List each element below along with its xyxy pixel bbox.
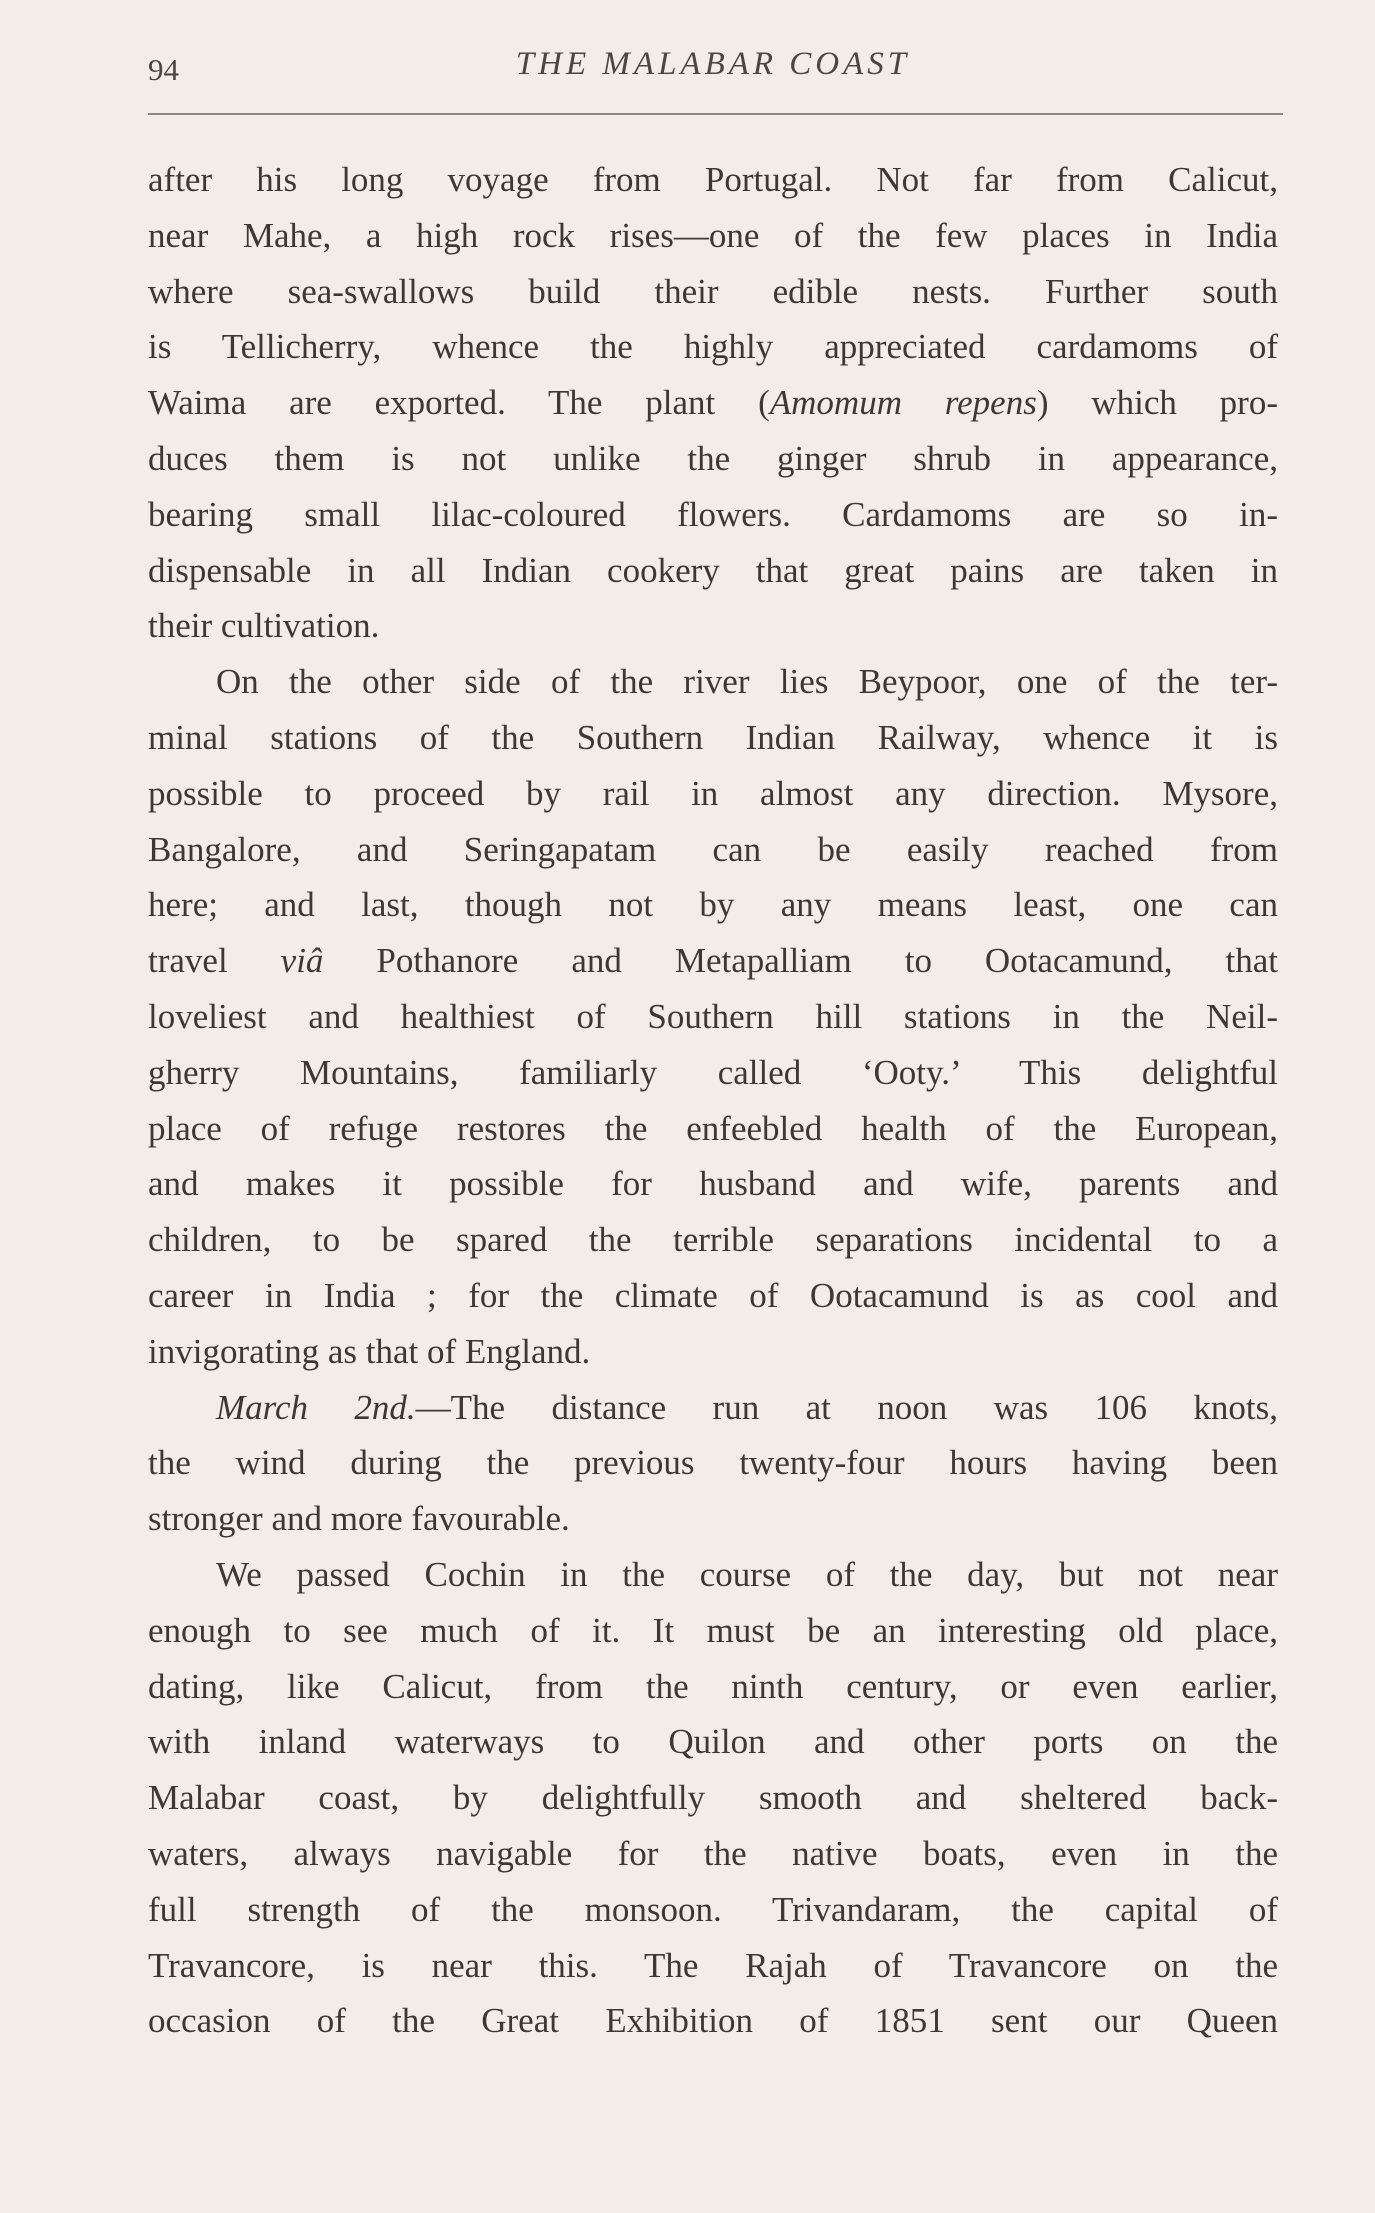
- text-line: minal stations of the Southern Indian Railway, whence it is: [148, 717, 1278, 757]
- text-run: ) which pro-: [1036, 383, 1278, 423]
- text-line: dispensable in all Indian cookery that great pains are taken in: [148, 550, 1278, 590]
- text-run: Pothanore and Metapalliam to Ootacamund, that: [323, 941, 1278, 981]
- text-line: stronger and more favourable.: [148, 1499, 570, 1539]
- italic-date: March 2nd.: [216, 1387, 416, 1427]
- text-line: and makes it possible for husband and wife, parents and: [148, 1164, 1278, 1204]
- text-line: after his long voyage from Portugal. Not far from Calicut,: [148, 160, 1278, 199]
- text-line: Malabar coast, by delightfully smooth and sheltered back-: [148, 1778, 1278, 1818]
- text-line: [148, 375, 1278, 431]
- text-line: their cultivation.: [148, 606, 380, 646]
- text-line: where sea-swallows build their edible nests. Further south: [148, 271, 1278, 311]
- italic-botanical-name: Amomum repens: [769, 383, 1037, 423]
- text-line: place of refuge restores the enfeebled health of the European,: [148, 1108, 1278, 1148]
- text-line: with inland waterways to Quilon and other ports on the: [148, 1722, 1278, 1762]
- text-line: dating, like Calicut, from the ninth century, or even earlier,: [148, 1666, 1278, 1706]
- text-line: occasion of the Great Exhibition of 1851 sent our Queen: [148, 2001, 1278, 2041]
- text-line: full strength of the monsoon. Trivandaram, the capital of: [148, 1889, 1278, 1929]
- body-text: [148, 152, 1278, 2049]
- text-run: travel: [148, 941, 281, 981]
- text-line: duces them is not unlike the ginger shrub in appearance,: [148, 438, 1278, 478]
- text-line: We passed Cochin in the course of the day, but not near: [216, 1554, 1278, 1594]
- text-line: On the other side of the river lies Beypoor, one of the ter-: [216, 662, 1278, 702]
- text-line: the wind during the previous twenty-four hours having been: [148, 1443, 1278, 1483]
- text-line: waters, always navigable for the native boats, even in the: [148, 1833, 1278, 1873]
- text-run: —The distance run at noon was 106 knots,: [415, 1387, 1279, 1427]
- italic-word: viâ: [280, 941, 324, 981]
- text-line: Bangalore, and Seringapatam can be easily reached from: [148, 829, 1278, 869]
- text-line: gherry Mountains, familiarly called ‘Ooty.’ This delightful: [148, 1052, 1278, 1092]
- text-line: possible to proceed by rail in almost any direction. Mysore,: [148, 773, 1278, 813]
- text-line: Travancore, is near this. The Rajah of Travancore on the: [148, 1945, 1278, 1985]
- running-head: [148, 46, 1278, 96]
- text-line: [148, 1380, 1278, 1436]
- text-line: here; and last, though not by any means least, one can: [148, 885, 1278, 925]
- page-number: 94: [148, 52, 179, 87]
- header-rule: [148, 113, 1283, 115]
- text-line: near Mahe, a high rock rises—one of the few places in India: [148, 215, 1278, 255]
- text-run: Waima are exported. The plant (: [148, 383, 770, 423]
- text-line: children, to be spared the terrible separations incidental to a: [148, 1220, 1278, 1260]
- text-line: invigorating as that of England.: [148, 1331, 591, 1371]
- text-line: bearing small lilac-coloured flowers. Cardamoms are so in-: [148, 494, 1278, 534]
- text-line: is Tellicherry, whence the highly appreciated cardamoms of: [148, 327, 1278, 367]
- text-line: enough to see much of it. It must be an interesting old place,: [148, 1610, 1278, 1650]
- text-line: [148, 933, 1278, 989]
- text-line: career in India ; for the climate of Ootacamund is as cool and: [148, 1275, 1278, 1315]
- running-title: THE MALABAR COAST: [515, 46, 911, 82]
- text-line: loveliest and healthiest of Southern hill stations in the Neil-: [148, 996, 1278, 1036]
